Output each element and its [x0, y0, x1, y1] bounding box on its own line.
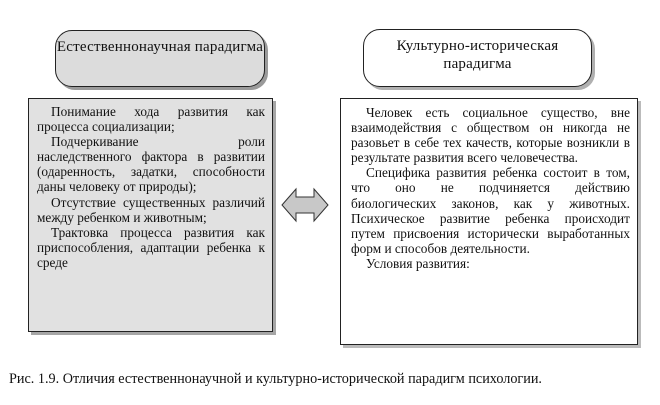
cultural-historical-paradigm-header	[363, 29, 592, 87]
natural-science-point: Отсутствие существенных различий между ребенком и животным;	[37, 194, 265, 225]
cultural-historical-point: Условия развития:	[366, 255, 470, 271]
cultural-historical-paradigm-title: Культурно-историческая парадигма	[396, 38, 559, 72]
figure-caption: Рис. 1.9. Отличия естественнонаучной и культурно-исторической парадигм психологии.	[9, 371, 542, 387]
cultural-historical-point: Специфика развития ребенка состоит в том, что оно не подчиняется действию биологических законов, как у животных. Психическое развитие ребенка происходит путем присвоения исторически выработанных форм и способов деятельности.	[351, 165, 630, 256]
cultural-historical-paradigm-box	[340, 98, 638, 345]
natural-science-point: Понимание хода развития как процесса социализации;	[37, 104, 265, 135]
natural-science-paradigm-header	[55, 30, 265, 87]
double-arrow-shape	[281, 181, 329, 229]
natural-science-point: Подчеркивание роли наследственного фактора в развитии (одаренность, задатки, способности даны человеку от природы);	[37, 134, 265, 195]
cultural-historical-point: Человек есть социальное существо, вне взаимодействия с обществом он никогда не разовьет в себе тех качеств, которые возникли в результате развития всего человечества.	[351, 105, 630, 166]
natural-science-paradigm-title: Естественнонаучная парадигма	[56, 39, 264, 55]
natural-science-point: Трактовка процесса развития как приспособления, адаптации ребенка к среде	[37, 224, 265, 270]
natural-science-paradigm-box	[28, 98, 273, 332]
double-arrow-icon	[281, 181, 329, 229]
